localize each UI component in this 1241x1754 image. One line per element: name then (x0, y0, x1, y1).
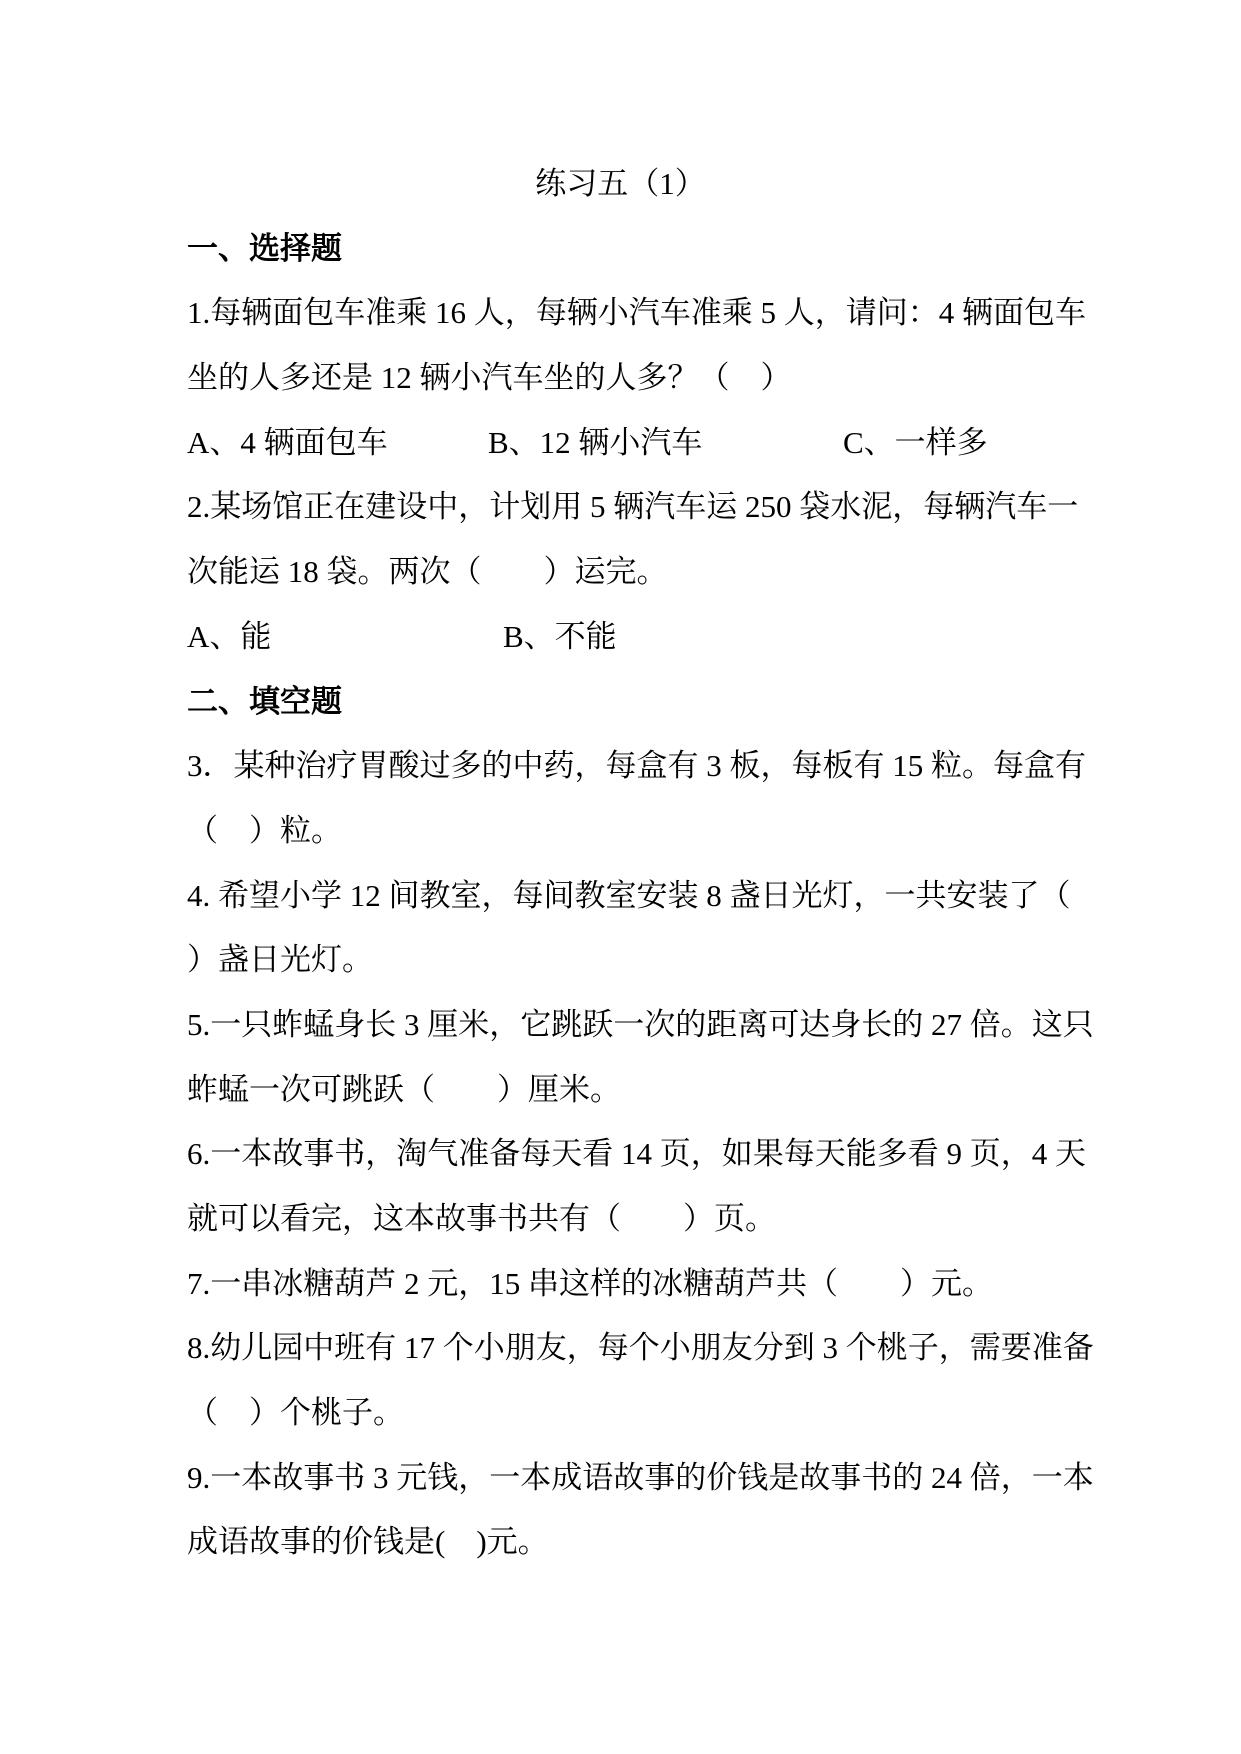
question-2-line-1: 2.某场馆正在建设中，计划用 5 辆汽车运 250 袋水泥，每辆汽车一 (187, 489, 1079, 525)
question-1-option-c: C、一样多 (843, 424, 988, 460)
question-8-line-2: （ ）个桃子。 (187, 1395, 404, 1431)
question-5-line-1: 5.一只蚱蜢身长 3 厘米，它跳跃一次的距离可达身长的 27 倍。这只 (187, 1006, 1094, 1042)
question-3-line-1: 3．某种治疗胃酸过多的中药，每盒有 3 板，每板有 15 粒。每盒有 (187, 748, 1086, 784)
question-4-line-2: ）盏日光灯。 (187, 942, 373, 978)
question-1-option-a: A、4 辆面包车 (187, 424, 388, 460)
question-2-option-b: B、不能 (503, 618, 617, 654)
worksheet-title: 练习五（1） (535, 166, 706, 201)
section-heading-fill: 二、填空题 (187, 683, 342, 719)
question-2-options (187, 605, 1054, 670)
question-9-line-2: 成语故事的价钱是( )元。 (187, 1524, 549, 1560)
question-1-options (187, 411, 1054, 476)
question-9-line-1: 9.一本故事书 3 元钱，一本成语故事的价钱是故事书的 24 倍，一本 (187, 1459, 1094, 1495)
section-heading-choice: 一、选择题 (187, 230, 342, 266)
question-7-line-1: 7.一串冰糖葫芦 2 元，15 串这样的冰糖葫芦共（ ）元。 (187, 1265, 993, 1301)
question-6-line-2: 就可以看完，这本故事书共有（ ）页。 (187, 1201, 776, 1236)
question-4-line-1: 4. 希望小学 12 间教室，每间教室安装 8 盏日光灯，一共安装了（ (187, 877, 1071, 913)
question-5-line-2: 蚱蜢一次可跳跃（ ）厘米。 (187, 1071, 621, 1107)
question-3-line-2: （ ）粒。 (187, 812, 342, 848)
question-1-line-1: 1.每辆面包车准乘 16 人，每辆小汽车准乘 5 人，请问：4 辆面包车 (187, 295, 1086, 331)
question-6-line-1: 6.一本故事书，淘气准备每天看 14 页，如果每天能多看 9 页，4 天 (187, 1136, 1086, 1172)
question-2-option-a: A、能 (187, 618, 272, 654)
worksheet-content (187, 152, 1094, 1575)
question-2-line-2: 次能运 18 袋。两次（ ）运完。 (187, 554, 668, 590)
question-1-option-b: B、12 辆小汽车 (488, 424, 703, 460)
question-8-line-1: 8.幼儿园中班有 17 个小朋友，每个小朋友分到 3 个桃子，需要准备 (187, 1330, 1094, 1366)
question-1-line-2: 坐的人多还是 12 辆小汽车坐的人多？（ ） (187, 360, 792, 396)
